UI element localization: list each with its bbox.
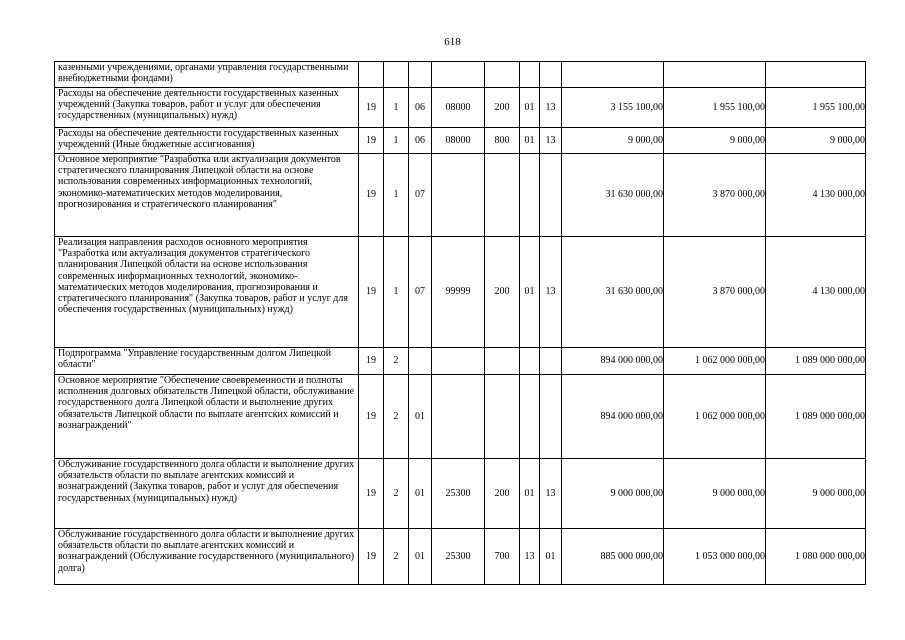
table-row	[55, 237, 866, 348]
program-code-cell	[359, 62, 384, 88]
subprogram-code-cell: 2	[384, 348, 409, 375]
expense-type-cell	[485, 348, 520, 375]
direction-code-cell	[432, 348, 485, 375]
subsection-cell	[540, 154, 562, 237]
event-code-cell: 01	[409, 375, 432, 459]
section-cell: 01	[520, 459, 540, 529]
amount-year3-cell: 1 080 000 000,00	[766, 529, 866, 585]
section-cell	[520, 62, 540, 88]
section-cell: 13	[520, 529, 540, 585]
event-code-cell: 01	[409, 529, 432, 585]
subsection-cell: 13	[540, 88, 562, 128]
table-body	[55, 62, 866, 585]
section-cell	[520, 348, 540, 375]
direction-code-cell	[432, 375, 485, 459]
subprogram-code-cell: 1	[384, 154, 409, 237]
amount-year1-cell	[562, 62, 664, 88]
section-cell	[520, 154, 540, 237]
amount-year1-cell: 894 000 000,00	[562, 375, 664, 459]
expense-type-cell	[485, 375, 520, 459]
amount-year1-cell: 9 000,00	[562, 128, 664, 154]
table-row	[55, 459, 866, 529]
row-name-cell: Обслуживание государственного долга области и выполнение других обязательств области по выплате агентских комиссий и вознаграждений (Закупка товаров, работ и услуг для обеспечения государственных (муниципальных) нужд)	[55, 459, 359, 529]
row-name-cell: Расходы на обеспечение деятельности государственных казенных учреждений (Закупка товаров, работ и услуг для обеспечения государственных (муниципальных) нужд)	[55, 88, 359, 128]
subsection-cell: 13	[540, 237, 562, 348]
row-name-cell: Реализация направления расходов основного мероприятия "Разработка или актуализация документов стратегического планирования Липецкой области на основе использования современных информационных технологий, экономико-математических методов моделирования, прогнозирования и стратегического планирования" (Закупка товаров, работ и услуг для обеспечения государственных (муниципальных) нужд)	[55, 237, 359, 348]
event-code-cell: 07	[409, 237, 432, 348]
amount-year1-cell: 3 155 100,00	[562, 88, 664, 128]
subsection-cell	[540, 348, 562, 375]
amount-year3-cell: 9 000 000,00	[766, 459, 866, 529]
row-name-cell: Расходы на обеспечение деятельности государственных казенных учреждений (Иные бюджетные ассигнования)	[55, 128, 359, 154]
amount-year2-cell	[664, 62, 766, 88]
row-name-cell: Основное мероприятие "Обеспечение своевременности и полноты исполнения долговых обязательств Липецкой области, обслуживание государственного долга Липецкой области и выполнение других обязательств Липецкой области по выплате агентских комиссий и вознаграждений"	[55, 375, 359, 459]
expense-type-cell: 200	[485, 88, 520, 128]
subprogram-code-cell	[384, 62, 409, 88]
program-code-cell: 19	[359, 529, 384, 585]
subsection-cell: 01	[540, 529, 562, 585]
program-code-cell: 19	[359, 154, 384, 237]
amount-year1-cell: 894 000 000,00	[562, 348, 664, 375]
amount-year2-cell: 3 870 000,00	[664, 237, 766, 348]
section-cell	[520, 375, 540, 459]
subprogram-code-cell: 1	[384, 128, 409, 154]
direction-code-cell	[432, 62, 485, 88]
row-name-cell: Подпрограмма "Управление государственным долгом Липецкой области"	[55, 348, 359, 375]
expense-type-cell: 200	[485, 459, 520, 529]
amount-year3-cell: 4 130 000,00	[766, 237, 866, 348]
subprogram-code-cell: 1	[384, 88, 409, 128]
program-code-cell: 19	[359, 459, 384, 529]
subsection-cell: 13	[540, 459, 562, 529]
table-row	[55, 375, 866, 459]
table-row	[55, 62, 866, 88]
section-cell: 01	[520, 88, 540, 128]
page-number: 618	[444, 36, 461, 48]
row-name-cell: Обслуживание государственного долга области и выполнение других обязательств области по выплате агентских комиссий и вознаграждений (Обслуживание государственного (муниципального) долга)	[55, 529, 359, 585]
direction-code-cell: 25300	[432, 529, 485, 585]
table-row	[55, 88, 866, 128]
direction-code-cell: 08000	[432, 88, 485, 128]
amount-year1-cell: 31 630 000,00	[562, 237, 664, 348]
subprogram-code-cell: 2	[384, 375, 409, 459]
subsection-cell	[540, 62, 562, 88]
direction-code-cell: 99999	[432, 237, 485, 348]
program-code-cell: 19	[359, 375, 384, 459]
budget-table	[54, 61, 866, 585]
expense-type-cell: 800	[485, 128, 520, 154]
event-code-cell: 01	[409, 459, 432, 529]
amount-year2-cell: 1 062 000 000,00	[664, 375, 766, 459]
subsection-cell: 13	[540, 128, 562, 154]
program-code-cell: 19	[359, 237, 384, 348]
expense-type-cell	[485, 62, 520, 88]
expense-type-cell	[485, 154, 520, 237]
amount-year1-cell: 885 000 000,00	[562, 529, 664, 585]
amount-year2-cell: 9 000,00	[664, 128, 766, 154]
event-code-cell	[409, 62, 432, 88]
program-code-cell: 19	[359, 88, 384, 128]
event-code-cell: 06	[409, 88, 432, 128]
table-row	[55, 128, 866, 154]
amount-year3-cell: 1 089 000 000,00	[766, 348, 866, 375]
amount-year3-cell: 4 130 000,00	[766, 154, 866, 237]
amount-year2-cell: 1 955 100,00	[664, 88, 766, 128]
amount-year3-cell: 1 089 000 000,00	[766, 375, 866, 459]
subprogram-code-cell: 1	[384, 237, 409, 348]
amount-year3-cell	[766, 62, 866, 88]
amount-year3-cell: 1 955 100,00	[766, 88, 866, 128]
amount-year1-cell: 9 000 000,00	[562, 459, 664, 529]
table-row	[55, 348, 866, 375]
event-code-cell: 06	[409, 128, 432, 154]
amount-year2-cell: 1 053 000 000,00	[664, 529, 766, 585]
direction-code-cell: 08000	[432, 128, 485, 154]
amount-year2-cell: 9 000 000,00	[664, 459, 766, 529]
row-name-cell: Основное мероприятие "Разработка или актуализация документов стратегического планирования Липецкой области на основе использования современных информационных технологий, экономико-математических методов моделирования, прогнозирования и стратегического планирования"	[55, 154, 359, 237]
subsection-cell	[540, 375, 562, 459]
subprogram-code-cell: 2	[384, 459, 409, 529]
expense-type-cell: 700	[485, 529, 520, 585]
direction-code-cell: 25300	[432, 459, 485, 529]
section-cell: 01	[520, 128, 540, 154]
amount-year1-cell: 31 630 000,00	[562, 154, 664, 237]
table-row	[55, 529, 866, 585]
event-code-cell: 07	[409, 154, 432, 237]
amount-year3-cell: 9 000,00	[766, 128, 866, 154]
amount-year2-cell: 1 062 000 000,00	[664, 348, 766, 375]
subprogram-code-cell: 2	[384, 529, 409, 585]
direction-code-cell	[432, 154, 485, 237]
row-name-cell: казенными учреждениями, органами управления государственными внебюджетными фондами)	[55, 62, 359, 88]
table-row	[55, 154, 866, 237]
event-code-cell	[409, 348, 432, 375]
section-cell: 01	[520, 237, 540, 348]
program-code-cell: 19	[359, 128, 384, 154]
expense-type-cell: 200	[485, 237, 520, 348]
program-code-cell: 19	[359, 348, 384, 375]
amount-year2-cell: 3 870 000,00	[664, 154, 766, 237]
